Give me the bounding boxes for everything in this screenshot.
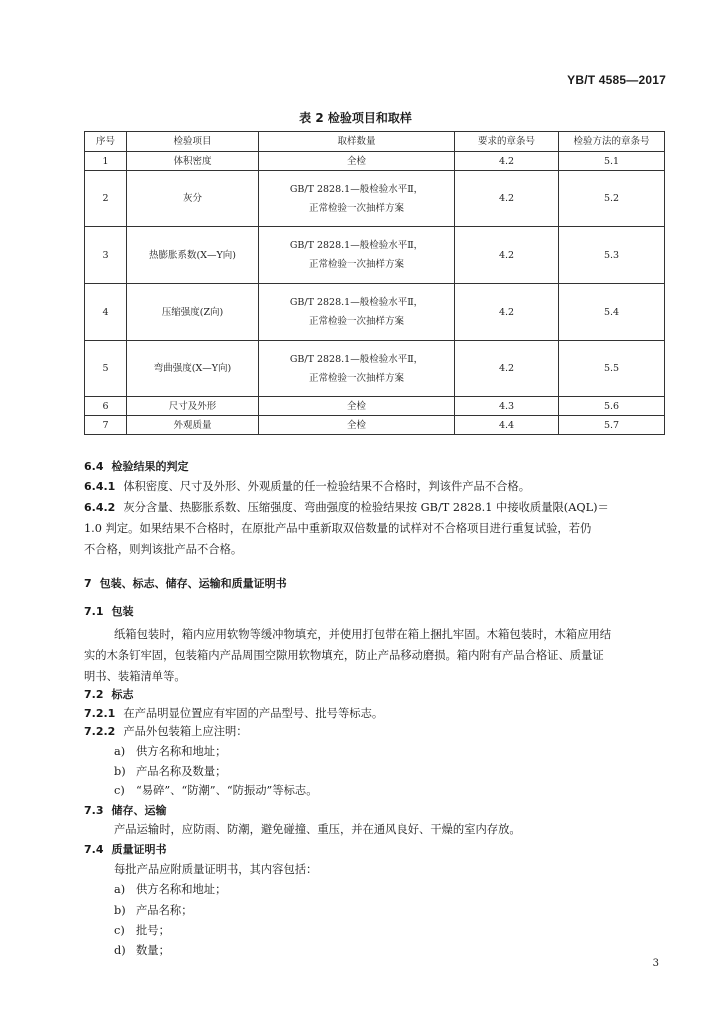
list-text: 供方名称和地址； — [136, 745, 227, 758]
section-6-4-heading — [84, 458, 189, 474]
table-row — [85, 284, 665, 341]
clause-6-4-2 — [84, 499, 609, 515]
section-title: 标志 — [111, 688, 134, 701]
cell-req: 4.3 — [455, 397, 559, 416]
paragraph-line: 纸箱包装时，箱内应用软物等缓冲物填充，并使用打包带在箱上捆扎牢固。木箱包装时，木箱应用结 — [114, 628, 612, 641]
cell-sample — [259, 227, 455, 284]
list-text: 产品名称及数量； — [136, 765, 227, 778]
list-label: b) — [114, 904, 126, 917]
cell-no: 3 — [85, 227, 127, 284]
list-item — [114, 942, 170, 958]
list-label: a) — [114, 745, 126, 758]
clause-number: 6.4.1 — [84, 480, 116, 493]
section-title: 质量证明书 — [111, 843, 167, 856]
list-item — [114, 763, 226, 779]
list-item — [114, 922, 170, 938]
col-header-sample: 取样数量 — [259, 132, 455, 152]
sample-line: GB/T 2828.1—般检验水平Ⅱ， — [289, 240, 424, 251]
cell-no: 4 — [85, 284, 127, 341]
col-header-no: 序号 — [85, 132, 127, 152]
sample-line: GB/T 2828.1—般检验水平Ⅱ， — [289, 183, 424, 195]
list-item — [114, 902, 193, 918]
section-number: 7.3 — [84, 804, 104, 817]
sample-line: 正常检验一次抽样方案 — [308, 372, 404, 384]
cell-item: 体积密度 — [127, 152, 259, 171]
list-text: “易碎”、“防潮”、“防振动”等标志。 — [136, 784, 318, 797]
section-title: 储存、运输 — [111, 804, 167, 817]
chapter-number: 7 — [84, 577, 92, 590]
chapter-title: 包装、标志、储存、运输和质量证明书 — [99, 577, 287, 590]
cell-no: 7 — [85, 416, 127, 435]
cell-method: 5.2 — [559, 171, 665, 227]
cell-sample — [259, 284, 455, 341]
clause-text: 产品外包装箱上应注明： — [123, 725, 248, 738]
list-text: 数量； — [136, 944, 170, 957]
section-7-1-heading — [84, 603, 134, 619]
cell-req: 4.2 — [455, 171, 559, 227]
list-text: 批号； — [136, 924, 170, 937]
clause-7-2-2 — [84, 723, 248, 739]
chapter-7-heading — [84, 575, 287, 591]
table-title: 表 2 检验项目和取样 — [299, 111, 412, 125]
paragraph-line: 实的木条钉牢固，包装箱内产品周围空隙用软物填充，防止产品移动磨损。箱内附有产品合格证、质量证 — [84, 649, 604, 662]
clause-text: 在产品明显位置应有牢固的产品型号、批号等标志。 — [123, 707, 384, 720]
list-label: a) — [114, 883, 126, 896]
section-number: 7.1 — [84, 605, 104, 618]
standard-code: YB/T 4585—2017 — [567, 73, 666, 87]
cell-sample: 全检 — [259, 152, 455, 171]
section-title: 包装 — [111, 605, 134, 618]
cell-item: 外观质量 — [127, 416, 259, 435]
section-number: 6.4 — [84, 460, 104, 473]
table-header-row — [85, 132, 665, 152]
cell-no: 5 — [85, 341, 127, 397]
sample-line: 正常检验一次抽样方案 — [308, 202, 404, 214]
list-label: c) — [114, 784, 125, 797]
clause-text: 体积密度、尺寸及外形、外观质量的任一检验结果不合格时，判该件产品不合格。 — [123, 480, 531, 493]
list-item — [114, 881, 226, 897]
page-number: 3 — [652, 958, 659, 969]
clause-number: 6.4.2 — [84, 501, 116, 514]
cell-sample: 全检 — [259, 397, 455, 416]
table-row — [85, 227, 665, 284]
cell-req: 4.2 — [455, 284, 559, 341]
list-item — [114, 743, 226, 759]
clause-7-2-1 — [84, 705, 383, 721]
list-text: 供方名称和地址； — [136, 883, 227, 896]
table-row — [85, 341, 665, 397]
paragraph-line: 产品运输时，应防雨、防潮，避免碰撞、重压，并在通风良好、干燥的室内存放。 — [114, 823, 521, 836]
section-7-2-heading — [84, 686, 134, 702]
cell-method: 5.7 — [559, 416, 665, 435]
list-text: 产品名称； — [136, 904, 193, 917]
inspection-table — [84, 131, 665, 435]
sample-line: GB/T 2828.1—般检验水平Ⅱ， — [289, 353, 424, 365]
cell-sample — [259, 341, 455, 397]
cell-item: 压缩强度(Z向) — [127, 284, 259, 341]
sample-line: 正常检验一次抽样方案 — [308, 259, 404, 270]
section-7-3-heading — [84, 802, 167, 818]
section-number: 7.2 — [84, 688, 104, 701]
cell-req: 4.4 — [455, 416, 559, 435]
cell-method: 5.1 — [559, 152, 665, 171]
table-row — [85, 416, 665, 435]
clause-6-4-1 — [84, 478, 530, 494]
list-item — [114, 782, 318, 798]
clause-text-line: 1.0 判定。如果结果不合格时，在原批产品中重新取双倍数量的试样对不合格项目进行重复试验，若仍 — [84, 522, 592, 535]
cell-no: 6 — [85, 397, 127, 416]
section-number: 7.4 — [84, 843, 104, 856]
sample-line: GB/T 2828.1—般检验水平Ⅱ， — [289, 297, 424, 308]
cell-sample — [259, 171, 455, 227]
cell-method: 5.6 — [559, 397, 665, 416]
cell-sample: 全检 — [259, 416, 455, 435]
list-label: d) — [114, 944, 126, 957]
cell-req: 4.2 — [455, 152, 559, 171]
cell-method: 5.3 — [559, 227, 665, 284]
cell-method: 5.4 — [559, 284, 665, 341]
paragraph-line: 明书、装箱清单等。 — [84, 670, 186, 683]
section-7-4-heading — [84, 841, 167, 857]
clause-number: 7.2.1 — [84, 707, 116, 720]
col-header-req: 要求的章条号 — [455, 132, 559, 152]
cell-item: 热膨胀系数(X—Y向) — [127, 227, 259, 284]
cell-req: 4.2 — [455, 227, 559, 284]
cell-method: 5.5 — [559, 341, 665, 397]
list-label: b) — [114, 765, 126, 778]
clause-text-line: 灰分含量、热膨胀系数、压缩强度、弯曲强度的检验结果按 GB/T 2828.1 中接收质量限(AQL)＝ — [123, 501, 609, 514]
clause-number: 7.2.2 — [84, 725, 116, 738]
section-title: 检验结果的判定 — [111, 460, 189, 473]
clause-text-line: 不合格，则判该批产品不合格。 — [84, 543, 243, 556]
table-row — [85, 152, 665, 171]
paragraph-line: 每批产品应附质量证明书，其内容包括： — [114, 863, 318, 876]
cell-item: 尺寸及外形 — [127, 397, 259, 416]
list-label: c) — [114, 924, 125, 937]
sample-line: 正常检验一次抽样方案 — [308, 316, 404, 327]
cell-item: 灰分 — [127, 171, 259, 227]
cell-no: 2 — [85, 171, 127, 227]
cell-req: 4.2 — [455, 341, 559, 397]
table-row — [85, 397, 665, 416]
cell-item: 弯曲强度(X—Y向) — [127, 341, 259, 397]
col-header-item: 检验项目 — [127, 132, 259, 152]
cell-no: 1 — [85, 152, 127, 171]
col-header-method: 检验方法的章条号 — [559, 132, 665, 152]
table-row — [85, 171, 665, 227]
